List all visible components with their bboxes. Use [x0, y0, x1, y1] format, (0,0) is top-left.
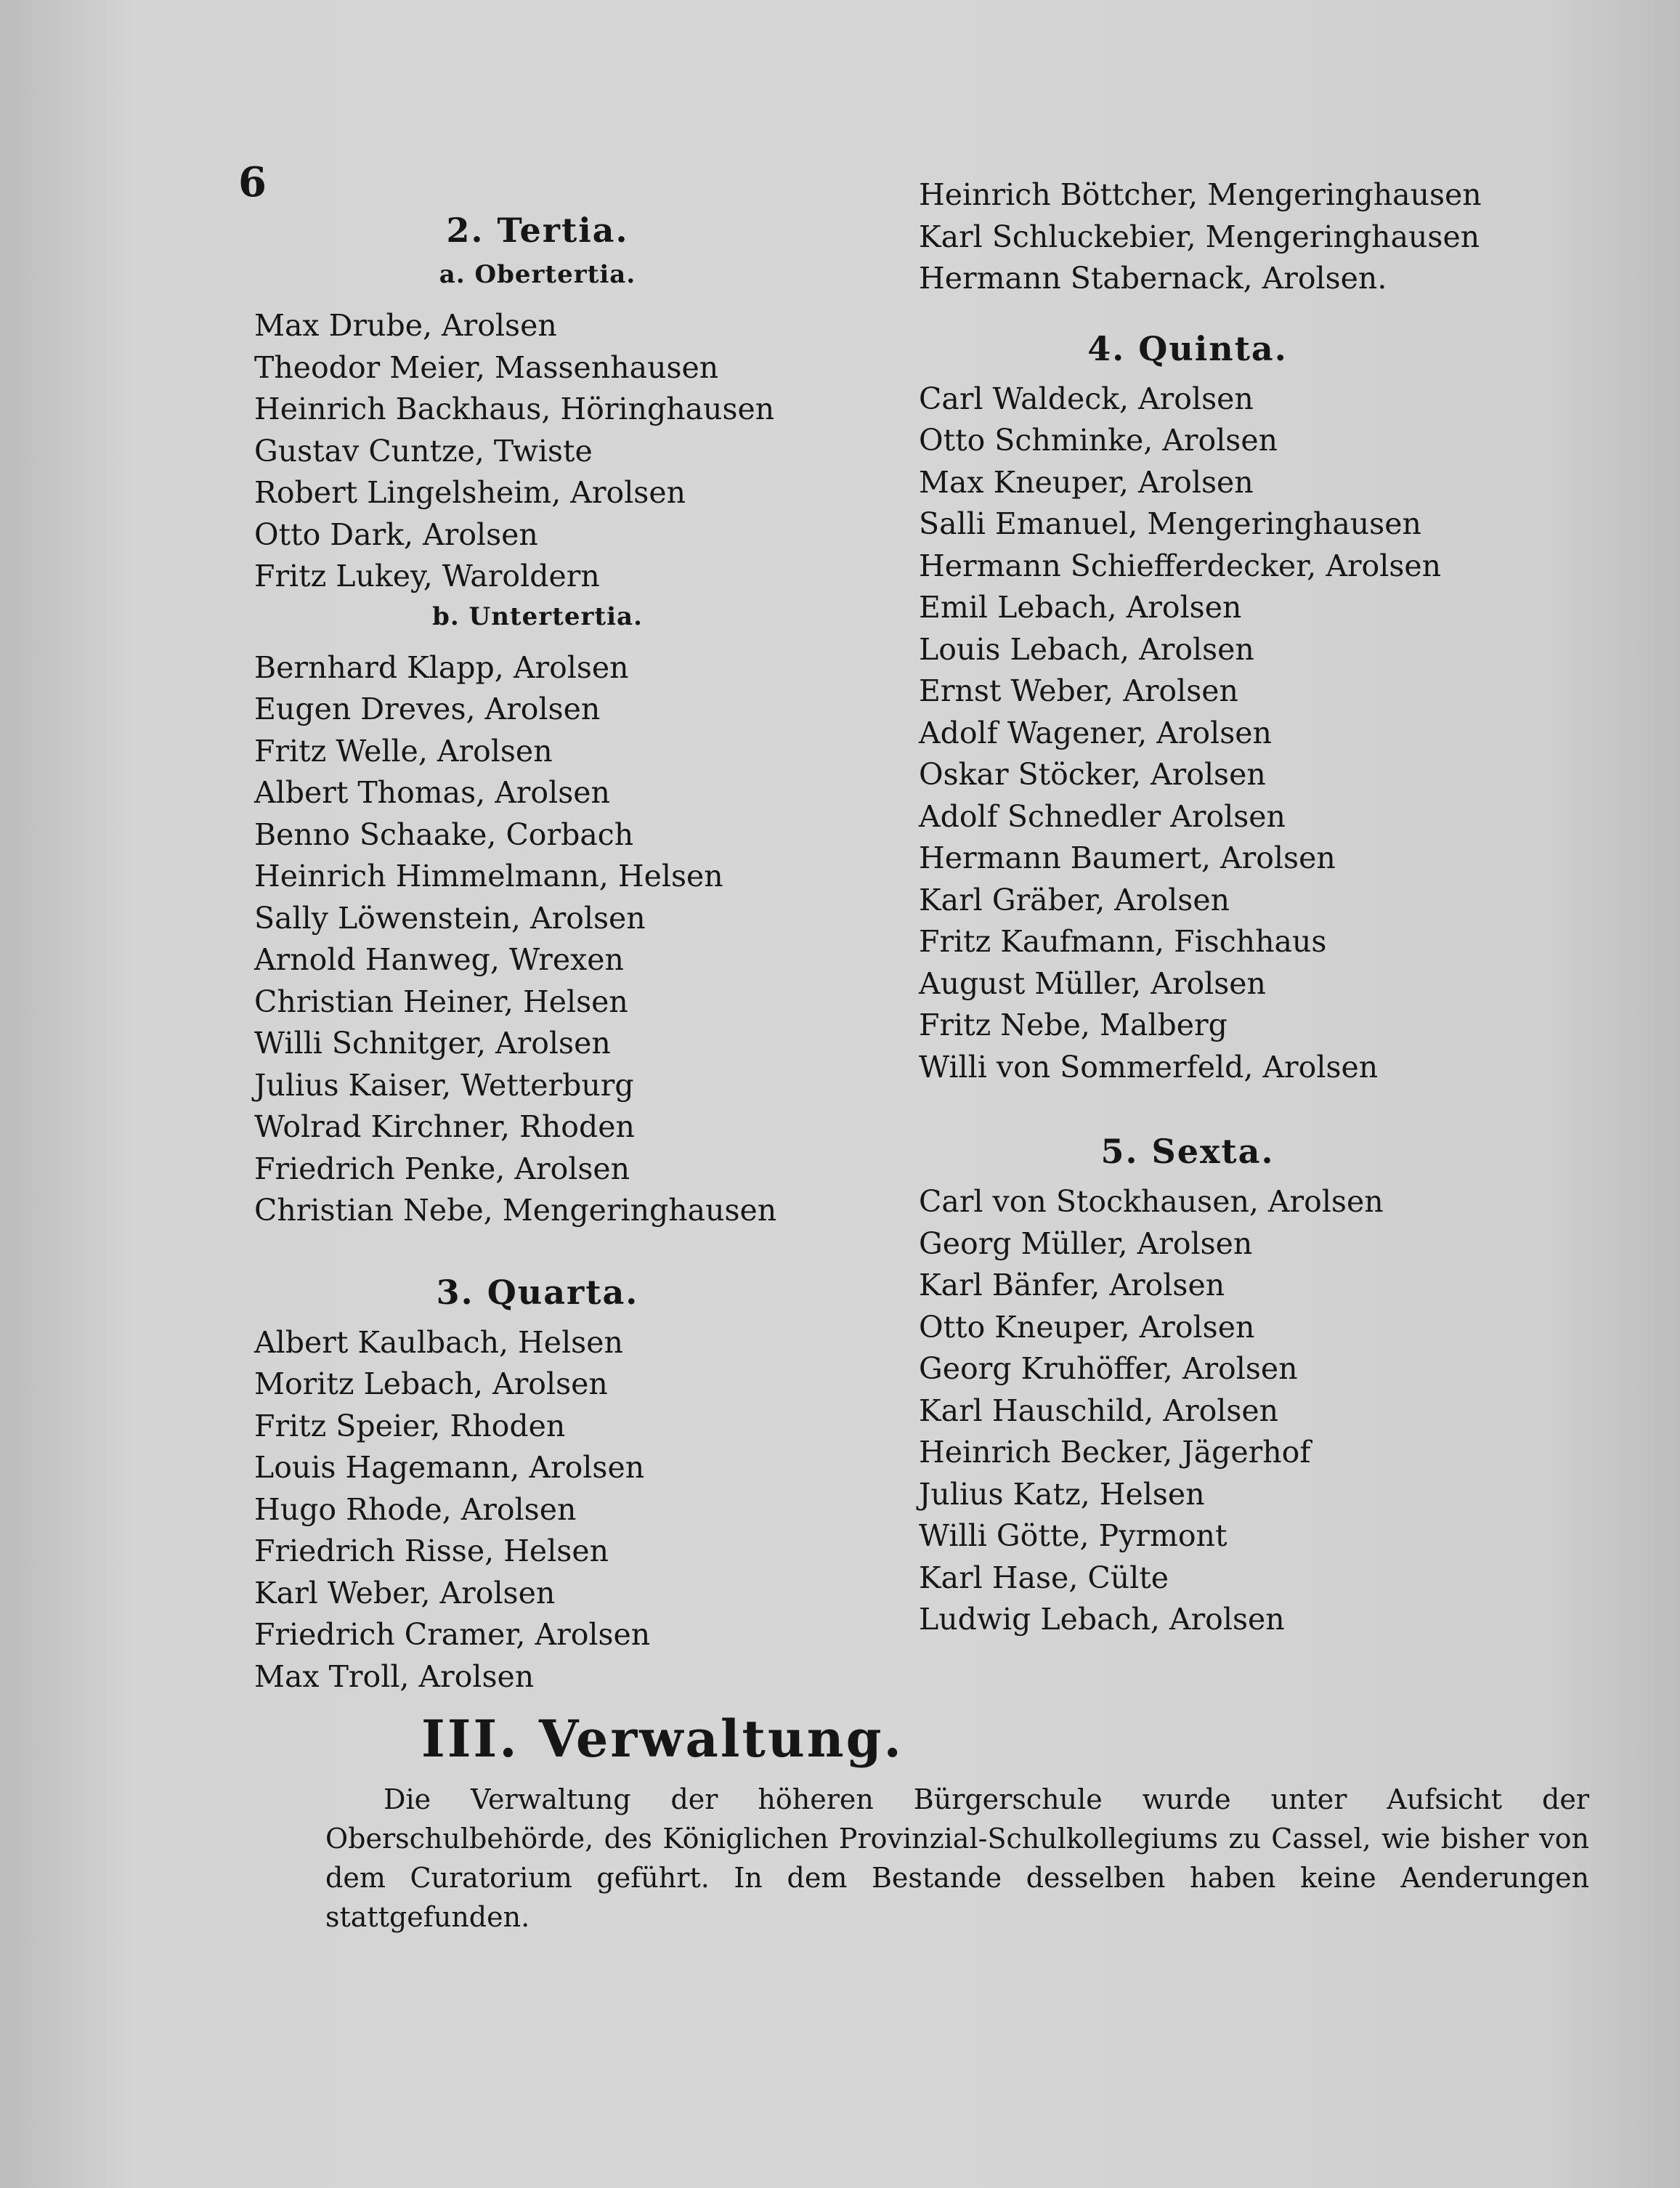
list-quarta	[247, 1322, 828, 1698]
student-entry: Christian Nebe, Mengeringhausen	[254, 1193, 777, 1228]
student-entry: Emil Lebach, Arolsen	[919, 590, 1242, 625]
student-entry: Hugo Rhode, Arolsen	[254, 1491, 577, 1527]
student-entry: Albert Kaulbach, Helsen	[254, 1324, 623, 1360]
student-entry: Christian Heiner, Helsen	[254, 984, 628, 1019]
student-entry: Carl Waldeck, Arolsen	[919, 381, 1254, 416]
student-entry: Fritz Lukey, Waroldern	[254, 559, 600, 593]
student-entry: Bernhard Klapp, Arolsen	[254, 649, 629, 685]
student-entry: Fritz Kaufmann, Fischhaus	[919, 924, 1327, 959]
subheading-untertertia: b. Untertertia.	[432, 601, 643, 631]
subheading-obertertia: a. Obertertia.	[439, 260, 636, 289]
verwaltung-paragraph: Die Verwaltung der höheren Bürgerschule wurde unter Aufsicht der Oberschulbehörde, des Königlichen Provinzial-Schulkollegiums zu Cassel, wie bisher von dem Curatorium geführt. In dem Bestande desselben haben keine Aenderungen stattgefunden.	[325, 1783, 1589, 1933]
student-entry: Carl von Stockhausen, Arolsen	[919, 1184, 1384, 1219]
student-entry: Louis Lebach, Arolsen	[919, 631, 1254, 667]
student-entry: Salli Emanuel, Mengeringhausen	[919, 506, 1421, 541]
student-entry: Benno Schaake, Corbach	[254, 817, 634, 852]
student-entry: Ernst Weber, Arolsen	[919, 673, 1238, 708]
right-column	[912, 174, 1482, 1641]
student-entry: Willi Götte, Pyrmont	[919, 1518, 1227, 1553]
student-entry: Friedrich Risse, Helsen	[254, 1533, 609, 1568]
student-entry: Fritz Welle, Arolsen	[254, 733, 553, 769]
student-entry: Wolrad Kirchner, Rhoden	[254, 1109, 635, 1144]
student-entry: Max Kneuper, Arolsen	[919, 464, 1254, 500]
heading-verwaltung: III. Verwaltung.	[421, 1709, 904, 1769]
student-entry: Otto Kneuper, Arolsen	[919, 1309, 1255, 1345]
student-entry: Adolf Wagener, Arolsen	[919, 715, 1272, 750]
student-entry: Oskar Stöcker, Arolsen	[919, 757, 1266, 792]
student-entry: Otto Schminke, Arolsen	[919, 423, 1278, 458]
student-entry: Heinrich Becker, Jägerhof	[919, 1435, 1311, 1470]
student-entry: Karl Weber, Arolsen	[254, 1575, 556, 1610]
student-entry: Julius Kaiser, Wetterburg	[254, 1067, 634, 1103]
student-entry: Fritz Nebe, Malberg	[919, 1008, 1227, 1042]
student-entry: Willi Schnitger, Arolsen	[254, 1026, 611, 1061]
student-entry: Sally Löwenstein, Arolsen	[254, 900, 646, 936]
student-entry: Robert Lingelsheim, Arolsen	[254, 475, 686, 510]
student-entry: Otto Dark, Arolsen	[254, 516, 538, 552]
student-entry: Friedrich Penke, Arolsen	[254, 1151, 630, 1186]
heading-quinta: 4. Quinta.	[1087, 328, 1288, 368]
student-entry: Max Troll, Arolsen	[254, 1658, 535, 1694]
student-entry: Moritz Lebach, Arolsen	[254, 1366, 608, 1401]
heading-quarta: 3. Quarta.	[436, 1272, 639, 1312]
list-quinta	[912, 378, 1464, 1089]
student-entry: Hermann Stabernack, Arolsen.	[919, 261, 1387, 296]
student-entry: Karl Hase, Cülte	[919, 1560, 1169, 1595]
student-entry: Fritz Speier, Rhoden	[254, 1408, 566, 1443]
student-entry: Max Drube, Arolsen	[254, 308, 557, 343]
student-entry: Eugen Dreves, Arolsen	[254, 692, 601, 726]
student-entry: Heinrich Böttcher, Mengeringhausen	[919, 177, 1482, 212]
student-entry: Georg Müller, Arolsen	[919, 1225, 1253, 1261]
student-entry: Adolf Schnedler Arolsen	[919, 798, 1286, 834]
student-entry: Karl Bänfer, Arolsen	[919, 1268, 1225, 1302]
heading-sexta: 5. Sexta.	[1100, 1132, 1275, 1171]
student-entry: Albert Thomas, Arolsen	[254, 775, 610, 810]
student-entry: Hermann Baumert, Arolsen	[919, 840, 1336, 875]
list-obertertia	[247, 305, 828, 598]
student-entry: Gustav Cuntze, Twiste	[254, 433, 593, 469]
list-sexta	[912, 1181, 1464, 1641]
heading-tertia: 2. Tertia.	[446, 211, 629, 250]
student-entry: Willi von Sommerfeld, Arolsen	[919, 1049, 1379, 1085]
student-entry: Ludwig Lebach, Arolsen	[919, 1602, 1285, 1637]
student-entry: Hermann Schiefferdecker, Arolsen	[919, 548, 1442, 583]
list-quarta-continued	[912, 174, 1482, 300]
student-entry: Georg Kruhöffer, Arolsen	[919, 1351, 1298, 1386]
student-entry: Louis Hagemann, Arolsen	[254, 1450, 645, 1485]
student-entry: Heinrich Backhaus, Höringhausen	[254, 392, 775, 426]
student-entry: Karl Schluckebier, Mengeringhausen	[919, 219, 1480, 254]
left-column	[247, 211, 828, 1698]
student-entry: Julius Katz, Helsen	[919, 1476, 1205, 1512]
student-entry: Theodor Meier, Massenhausen	[254, 349, 719, 385]
student-entry: Arnold Hanweg, Wrexen	[254, 942, 624, 977]
list-untertertia	[247, 647, 828, 1232]
student-entry: Heinrich Himmelmann, Helsen	[254, 859, 723, 894]
page-number: 6	[238, 158, 267, 206]
student-entry: Karl Hauschild, Arolsen	[919, 1393, 1279, 1428]
student-entry: Friedrich Cramer, Arolsen	[254, 1617, 651, 1652]
student-entry: Karl Gräber, Arolsen	[919, 882, 1230, 917]
student-entry: August Müller, Arolsen	[919, 965, 1266, 1001]
